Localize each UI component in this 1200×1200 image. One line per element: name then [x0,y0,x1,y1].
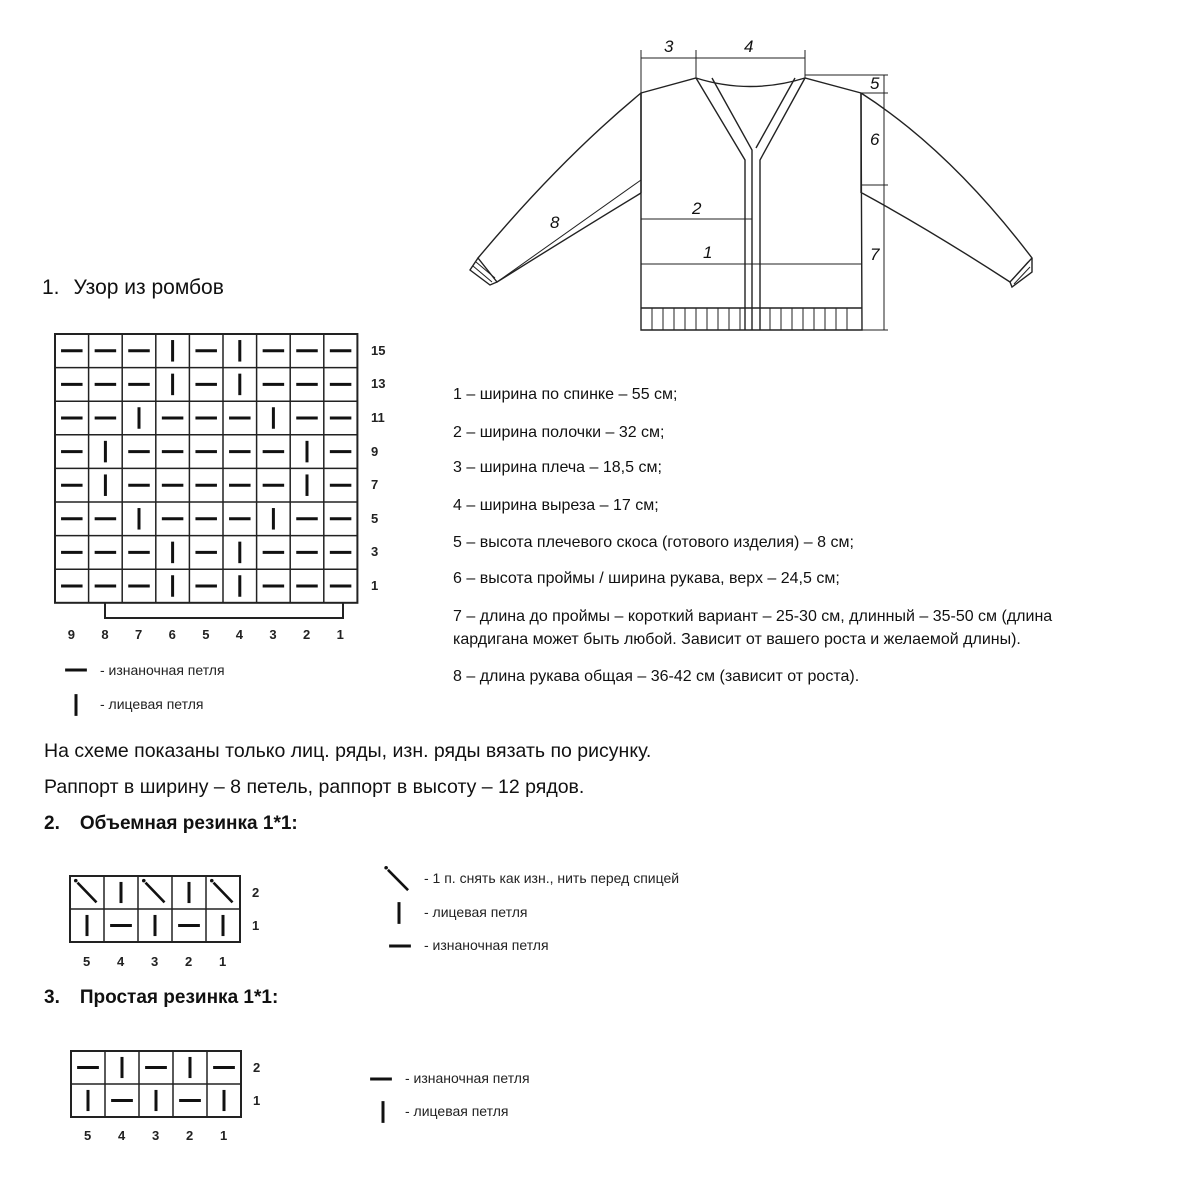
diamond-row-label: 15 [371,342,386,358]
diamond-col-label: 5 [202,627,210,642]
simple-rib-col-label: 3 [152,1128,160,1143]
diamond-col-label: 9 [67,627,76,642]
schematic-label-5: 5 [870,74,880,93]
twisted-rib-frame [70,876,240,942]
measurement-7-cont: кардигана может быть любой. Зависит от вашего роста и желаемой длины). [453,631,1021,648]
schematic-labels [550,37,880,264]
legend-slip-symbol-2-dot [384,866,388,870]
section-3-number: 3. [44,987,60,1008]
legend-knit-2: - лицевая петля [424,904,528,920]
diamond-row-label: 9 [371,443,379,459]
twisted-rib-col-label: 1 [219,954,227,969]
diamond-row-label: 1 [371,578,379,593]
twisted-rib-stitch [77,883,96,903]
diamond-row-label: 13 [371,376,386,392]
simple-rib-row-label: 1 [253,1092,261,1108]
schematic-label-3: 3 [664,37,674,56]
note-repeat: Раппорт в ширину – 8 петель, раппорт в высоту – 12 рядов. [44,776,585,798]
diamond-row-label: 3 [371,544,379,560]
twisted-rib-row-label: 2 [252,884,260,900]
measurement-7: 7 – длина до проймы – короткий вариант – 25-30 см, длинный – 35-50 см (длина [453,608,1053,625]
twisted-rib-col-label: 3 [151,954,159,969]
cardigan-schematic [0,0,1200,360]
twisted-rib-col-label: 5 [83,954,91,969]
schematic-label-8: 8 [550,213,560,232]
legend-purl-2: - изнаночная петля [424,937,549,953]
measurement-2: 2 – ширина полочки – 32 см; [453,424,665,441]
twisted-rib-stitch-dot [210,879,214,883]
measurement-3: 3 – ширина плеча – 18,5 см; [453,459,662,476]
simple-rib-col-label: 2 [186,1128,194,1143]
legend-slip-2: - 1 п. снять как изн., нить перед спицей [424,870,680,886]
section-2-number: 2. [44,813,60,834]
measurement-4: 4 – ширина выреза – 17 см; [453,497,659,514]
diamond-col-label: 8 [101,627,109,642]
twisted-rib-row-label: 1 [252,917,260,933]
diamond-col-label: 2 [303,627,311,642]
schematic-label-2: 2 [692,199,702,218]
legend-knit-1: - лицевая петля [100,696,204,712]
simple-rib-col-label: 5 [84,1128,92,1143]
section-2-title: Объемная резинка 1*1: [79,813,298,834]
legend-purl-1: - изнаночная петля [100,662,225,678]
diamond-col-label: 1 [336,627,344,642]
section-1-title: Узор из ромбов [73,276,224,299]
section-1-heading [42,276,224,300]
measurement-1: 1 – ширина по спинке – 55 см; [453,386,678,403]
diamond-col-label: 7 [135,627,143,642]
diamond-row-label: 5 [371,510,379,526]
diamond-col-label: 6 [168,627,176,642]
twisted-rib-stitch-dot [74,879,78,883]
measurement-6: 6 – высота проймы / ширина рукава, верх – 24,5 см; [453,570,840,587]
simple-rib-col-label: 4 [118,1128,126,1143]
schematic-label-1: 1 [703,243,713,262]
simple-rib-frame [71,1051,241,1117]
diamond-col-label: 4 [235,627,244,642]
twisted-rib-stitch [145,883,164,903]
section-3-title: Простая резинка 1*1: [79,987,279,1008]
twisted-rib-stitch-dot [142,879,146,883]
note-rows: На схеме показаны только лиц. ряды, изн. ряды вязать по рисунку. [44,740,652,762]
schematic-label-6: 6 [870,130,880,149]
simple-rib-col-label: 1 [220,1128,228,1143]
section-2-heading [44,813,298,835]
section-3-heading [44,987,278,1009]
twisted-rib-stitch [213,883,232,903]
simple-rib-row-label: 2 [253,1059,261,1075]
repeat-bracket [105,602,343,618]
schematic-label-4: 4 [744,37,754,56]
legend-knit-3: - лицевая петля [405,1103,509,1119]
legend-slip-symbol-2 [388,870,408,890]
diamond-row-label: 11 [371,410,385,425]
legend-purl-3: - изнаночная петля [405,1070,530,1086]
twisted-rib-col-label: 2 [185,954,193,969]
measurement-5: 5 – высота плечевого скоса (готового изделия) – 8 см; [453,534,854,551]
twisted-rib-col-label: 4 [117,954,125,969]
diamond-col-label: 3 [269,627,277,642]
schematic-label-7: 7 [870,245,880,264]
diamond-frame [55,334,357,603]
diamond-row-label: 7 [371,477,379,493]
measurement-8: 8 – длина рукава общая – 36-42 см (зависит от роста). [453,668,860,685]
section-1-number: 1. [42,276,60,299]
